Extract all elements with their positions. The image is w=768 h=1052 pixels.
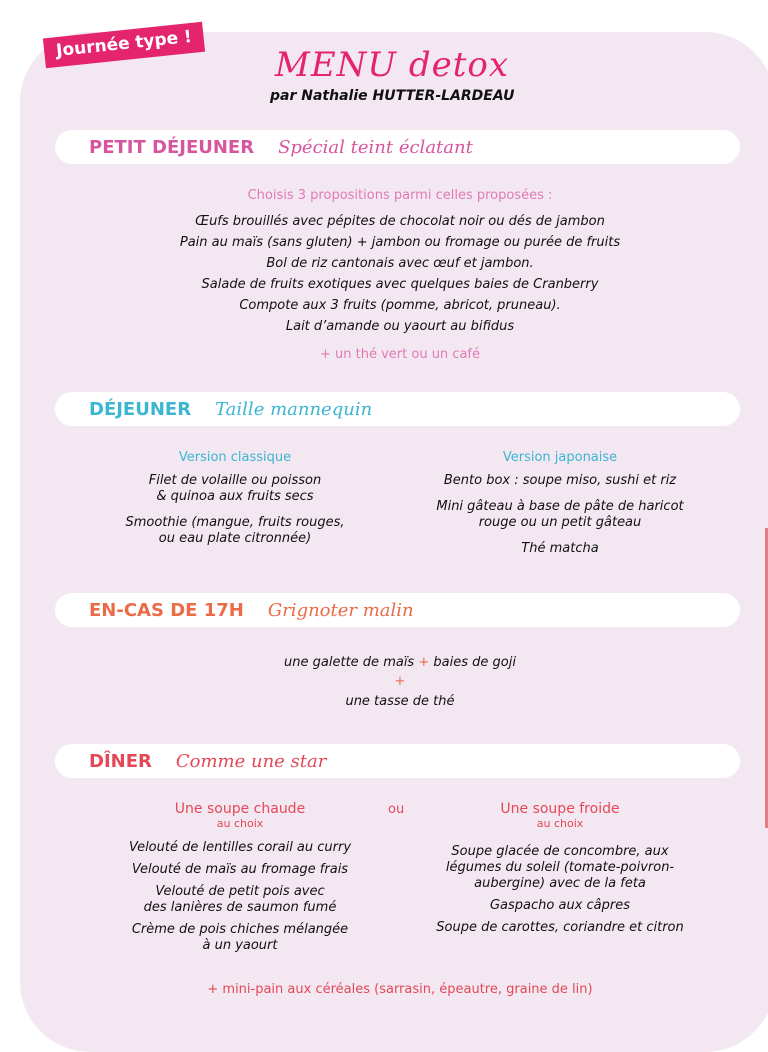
section-subtitle: Spécial teint éclatant xyxy=(278,136,473,158)
column-heading: Version japonaise xyxy=(502,450,618,465)
list-item: Velouté de lentilles corail au curry xyxy=(128,840,352,855)
list-item: Crème de pois chiches mélangée à un yaourt xyxy=(131,922,349,953)
list-item: Thé matcha xyxy=(521,541,599,556)
day-tag: Journée type ! xyxy=(43,22,205,69)
column-subheading: au choix xyxy=(216,817,264,830)
list-item: Lait d’amande ou yaourt au bifidus xyxy=(285,319,515,334)
list-item: Mini gâteau à base de pâte de haricot rouge ou un petit gâteau xyxy=(436,499,684,530)
or-separator: ou xyxy=(388,802,405,817)
lunch-japanese-column xyxy=(405,450,715,567)
column-heading: Une soupe froide xyxy=(500,801,620,817)
list-item: Pain au maïs (sans gluten) + jambon ou fromage ou purée de fruits xyxy=(179,235,621,250)
snack-line xyxy=(60,652,740,673)
section-subtitle: Taille mannequin xyxy=(215,398,373,420)
column-heading: Version classique xyxy=(178,450,292,465)
list-item: Bento box : soupe miso, sushi et riz xyxy=(443,473,677,488)
column-subheading: au choix xyxy=(536,817,584,830)
breakfast-instruction: Choisis 3 propositions parmi celles proposées : xyxy=(247,188,553,203)
section-title: DÉJEUNER xyxy=(89,398,192,420)
list-item: Œufs brouillés avec pépites de chocolat noir ou dés de jambon xyxy=(195,214,605,229)
dinner-hot-column xyxy=(95,801,385,960)
snack-item: baies de goji xyxy=(433,655,516,670)
list-item: Salade de fruits exotiques avec quelques baies de Cranberry xyxy=(201,277,599,292)
breakfast-extra: + un thé vert ou un café xyxy=(320,347,480,362)
list-item: Smoothie (mangue, fruits rouges, ou eau plate citronnée) xyxy=(125,515,345,546)
menu-title: MENU detox xyxy=(275,45,510,85)
section-title: PETIT DÉJEUNER xyxy=(89,136,255,158)
column-heading: Une soupe chaude xyxy=(174,801,306,817)
list-item: Filet de volaille ou poisson & quinoa aux fruits secs xyxy=(148,473,322,504)
list-item: Bol de riz cantonais avec œuf et jambon. xyxy=(266,256,534,271)
snack-item: une galette de maïs xyxy=(284,655,415,670)
plus-sign: + xyxy=(394,674,406,689)
section-breakfast xyxy=(55,130,740,164)
list-item: Soupe glacée de concombre, aux légumes du soleil (tomate-poivron- aubergine) avec de la feta xyxy=(445,844,675,891)
list-item: Compote aux 3 fruits (pomme, abricot, pruneau). xyxy=(239,298,561,313)
snack-content xyxy=(60,652,740,712)
plus-sign: + xyxy=(418,655,430,670)
list-item: Velouté de maïs au fromage frais xyxy=(131,862,349,877)
section-subtitle: Grignoter malin xyxy=(267,599,414,621)
list-item: Soupe de carottes, coriandre et citron xyxy=(436,920,684,935)
section-subtitle: Comme une star xyxy=(175,750,327,772)
breakfast-content xyxy=(60,186,740,365)
list-item: Gaspacho aux câpres xyxy=(489,898,631,913)
dinner-footer: + mini-pain aux céréales (sarrasin, épeautre, graine de lin) xyxy=(207,982,593,997)
list-item: Velouté de petit pois avec des lanières de saumon fumé xyxy=(143,884,337,915)
lunch-classic-column xyxy=(90,450,380,557)
dinner-cold-column xyxy=(410,801,710,942)
section-snack xyxy=(55,593,740,627)
section-lunch xyxy=(55,392,740,426)
section-title: DÎNER xyxy=(89,750,152,772)
snack-item: une tasse de thé xyxy=(345,694,455,709)
section-title: EN-CAS DE 17H xyxy=(89,599,244,621)
author-line: par Nathalie HUTTER-LARDEAU xyxy=(270,88,515,104)
section-dinner xyxy=(55,744,740,778)
